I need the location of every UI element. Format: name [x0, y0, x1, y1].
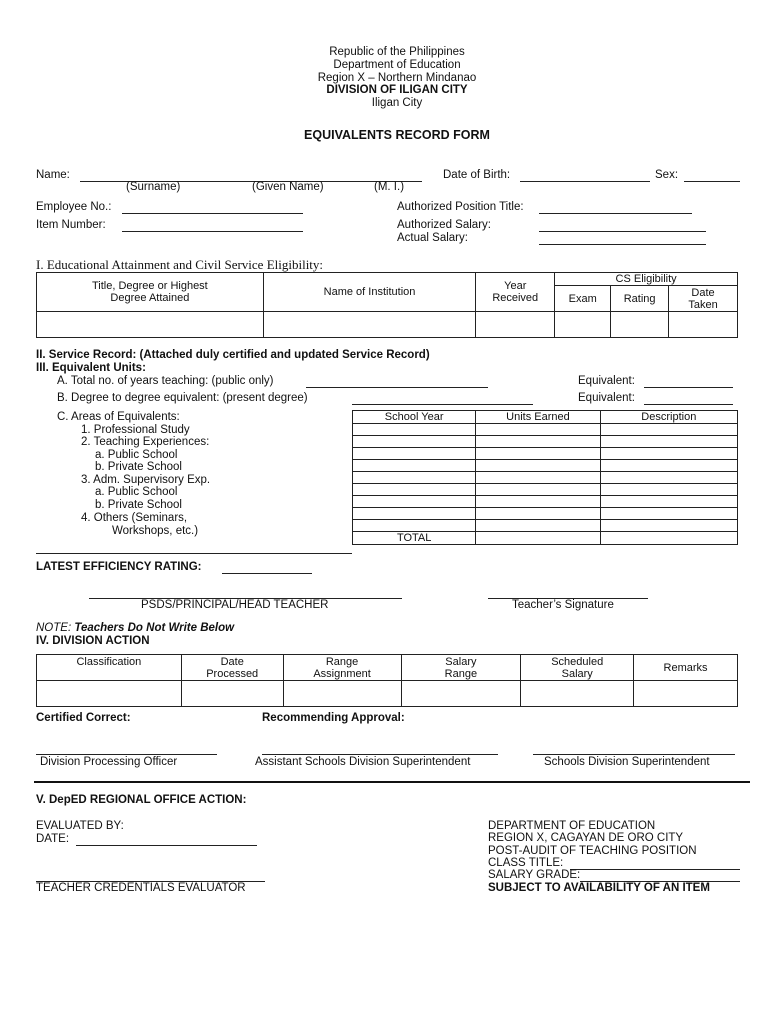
col-salary-range: Salary Range: [401, 655, 521, 681]
table-cell[interactable]: [600, 460, 737, 472]
section-separator: [34, 781, 750, 783]
table-cell[interactable]: [521, 681, 634, 707]
recommending-approval-label: Recommending Approval:: [262, 712, 405, 724]
note: [36, 622, 234, 635]
header-division: DIVISION OF ILIGAN CITY: [326, 84, 468, 96]
item-number-label: Item Number:: [36, 219, 106, 231]
table-cell[interactable]: [600, 472, 737, 484]
efficiency-line[interactable]: [222, 573, 312, 574]
date-line[interactable]: [76, 845, 257, 846]
col-institution: Name of Institution: [263, 273, 476, 312]
division-action-table: [36, 654, 738, 707]
table-cell[interactable]: [181, 681, 283, 707]
table-cell[interactable]: [634, 681, 738, 707]
table-cell[interactable]: [353, 484, 476, 496]
asds-caption: Assistant Schools Division Superintendent: [255, 756, 471, 768]
col-units-earned: Units Earned: [476, 411, 600, 424]
table-cell[interactable]: [353, 448, 476, 460]
subject-availability: SUBJECT TO AVAILABILITY OF AN ITEM: [488, 882, 710, 894]
table-cell[interactable]: [476, 424, 600, 436]
col-date-processed: Date Processed: [181, 655, 283, 681]
total-years-label: A. Total no. of years teaching: (public only): [57, 375, 274, 387]
table-row: [353, 436, 738, 448]
col-school-year: School Year: [353, 411, 476, 424]
table-cell[interactable]: [600, 508, 737, 520]
teacher-signature-caption: Teacher’s Signature: [512, 599, 614, 611]
evaluator-caption: TEACHER CREDENTIALS EVALUATOR: [36, 882, 246, 894]
surname-caption: (Surname): [126, 181, 181, 193]
section3-title: III. Equivalent Units:: [36, 362, 146, 374]
section-divider: [36, 553, 352, 554]
table-cell[interactable]: [353, 520, 476, 532]
equivalent-a-label: Equivalent:: [578, 375, 635, 387]
table-cell[interactable]: [401, 681, 521, 707]
list-item: 3. Adm. Supervisory Exp.: [81, 474, 211, 486]
sds-caption: Schools Division Superintendent: [544, 756, 710, 768]
equivalent-a-line[interactable]: [644, 387, 733, 388]
header-department: Department of Education: [333, 59, 461, 71]
position-title-line[interactable]: [539, 213, 692, 214]
equivalents-table: [352, 410, 738, 545]
list-item: a. Public School: [95, 449, 178, 461]
section4-title: IV. DIVISION ACTION: [36, 635, 150, 647]
col-scheduled-salary: Scheduled Salary: [521, 655, 634, 681]
table-row: [353, 484, 738, 496]
col-remarks: Remarks: [634, 655, 738, 681]
section1-title: I. Educational Attainment and Civil Service Eligibility:: [36, 257, 324, 272]
total-years-line[interactable]: [306, 387, 488, 388]
dob-label: Date of Birth:: [443, 169, 511, 181]
evaluated-by-label: EVALUATED BY:: [36, 820, 124, 832]
col-title-degree: Title, Degree or Highest Degree Attained: [37, 273, 264, 312]
sds-line[interactable]: [533, 754, 735, 755]
table-row: [353, 496, 738, 508]
total-label: TOTAL: [353, 532, 476, 545]
col-year-received: Year Received: [476, 273, 555, 312]
table-cell[interactable]: [600, 496, 737, 508]
table-cell[interactable]: [37, 681, 182, 707]
sex-line[interactable]: [684, 181, 740, 182]
table-cell[interactable]: [611, 312, 669, 338]
table-cell[interactable]: [353, 472, 476, 484]
actual-salary-line[interactable]: [539, 244, 706, 245]
header-republic: Republic of the Philippines: [329, 46, 465, 58]
list-item: 2. Teaching Experiences:: [81, 436, 210, 448]
note-text: Teachers Do Not Write Below: [74, 622, 235, 634]
list-item: Workshops, etc.): [112, 525, 199, 537]
given-name-caption: (Given Name): [252, 181, 324, 193]
table-cell[interactable]: [476, 312, 555, 338]
date-label: DATE:: [36, 833, 70, 845]
processing-officer-line[interactable]: [36, 754, 217, 755]
table-row: [353, 460, 738, 472]
table-row: [353, 520, 738, 532]
table-cell[interactable]: [353, 508, 476, 520]
col-range-assignment: Range Assignment: [283, 655, 401, 681]
table-row: [353, 448, 738, 460]
equivalent-b-label: Equivalent:: [578, 392, 635, 404]
col-date-taken: Date Taken: [669, 286, 738, 312]
table-cell[interactable]: [600, 532, 737, 545]
table-cell[interactable]: [283, 681, 401, 707]
list-item: b. Private School: [95, 499, 182, 511]
salary-grade-label: SALARY GRADE:: [488, 869, 581, 881]
class-title-label: CLASS TITLE:: [488, 857, 564, 869]
actual-salary-label: Actual Salary:: [397, 232, 468, 244]
table-cell[interactable]: [476, 496, 600, 508]
regional-post-audit: POST-AUDIT OF TEACHING POSITION: [488, 845, 697, 857]
list-item: b. Private School: [95, 461, 182, 473]
authorized-salary-line[interactable]: [539, 231, 706, 232]
table-cell[interactable]: [37, 312, 264, 338]
table-cell[interactable]: [353, 460, 476, 472]
regional-region: REGION X, CAGAYAN DE ORO CITY: [488, 832, 684, 844]
table-cell[interactable]: [600, 424, 737, 436]
header-city: Iligan City: [371, 97, 423, 109]
table-row: [353, 508, 738, 520]
areas-label: C. Areas of Equivalents:: [57, 411, 180, 423]
position-title-label: Authorized Position Title:: [397, 201, 524, 213]
table-cell[interactable]: [476, 472, 600, 484]
sex-label: Sex:: [655, 169, 679, 181]
table-cell[interactable]: [600, 448, 737, 460]
efficiency-label: LATEST EFFICIENCY RATING:: [36, 561, 202, 573]
list-item: 4. Others (Seminars,: [81, 512, 188, 524]
table-row: [353, 424, 738, 436]
degree-equivalent-label: B. Degree to degree equivalent: (present degree): [57, 392, 308, 404]
asds-line[interactable]: [262, 754, 498, 755]
item-number-line[interactable]: [122, 231, 303, 232]
table-cell[interactable]: [476, 508, 600, 520]
note-prefix: NOTE:: [36, 622, 72, 634]
list-item: a. Public School: [95, 486, 178, 498]
total-row: [353, 532, 738, 545]
table-cell[interactable]: [476, 448, 600, 460]
table-row: [37, 681, 738, 707]
table-cell[interactable]: [353, 424, 476, 436]
table-cell[interactable]: [476, 520, 600, 532]
regional-dept: DEPARTMENT OF EDUCATION: [488, 820, 656, 832]
table-cell[interactable]: [600, 484, 737, 496]
col-exam: Exam: [555, 286, 611, 312]
degree-equivalent-line[interactable]: [352, 404, 533, 405]
table-cell[interactable]: [669, 312, 738, 338]
col-classification: Classification: [37, 655, 182, 681]
col-description: Description: [600, 411, 737, 424]
header-region: Region X – Northern Mindanao: [317, 72, 477, 84]
list-item: 1. Professional Study: [81, 424, 190, 436]
employee-no-line[interactable]: [122, 213, 303, 214]
certified-correct-label: Certified Correct:: [36, 712, 131, 724]
processing-officer-caption: Division Processing Officer: [40, 756, 178, 768]
table-cell[interactable]: [600, 436, 737, 448]
table-row: [353, 472, 738, 484]
form-title: EQUIVALENTS RECORD FORM: [304, 128, 490, 142]
table-cell[interactable]: [600, 520, 737, 532]
education-row: [37, 312, 738, 338]
table-cell[interactable]: [476, 484, 600, 496]
table-cell[interactable]: [263, 312, 476, 338]
mi-caption: (M. I.): [374, 181, 405, 193]
education-table: [36, 272, 738, 338]
table-cell[interactable]: [476, 436, 600, 448]
table-cell[interactable]: [476, 532, 600, 545]
col-rating: Rating: [611, 286, 669, 312]
section2-title: II. Service Record: (Attached duly certified and updated Service Record): [36, 349, 430, 361]
col-cs-eligibility: CS Eligibility: [555, 273, 738, 286]
name-label: Name:: [36, 169, 70, 181]
table-cell[interactable]: [555, 312, 611, 338]
dob-line[interactable]: [520, 181, 650, 182]
table-cell[interactable]: [353, 496, 476, 508]
section5-title: V. DepED REGIONAL OFFICE ACTION:: [36, 794, 247, 806]
employee-no-label: Employee No.:: [36, 201, 112, 213]
table-cell[interactable]: [476, 460, 600, 472]
authorized-salary-label: Authorized Salary:: [397, 219, 491, 231]
psds-caption: PSDS/PRINCIPAL/HEAD TEACHER: [141, 599, 329, 611]
class-title-line[interactable]: [570, 869, 740, 870]
table-cell[interactable]: [353, 436, 476, 448]
equivalent-b-line[interactable]: [644, 404, 733, 405]
